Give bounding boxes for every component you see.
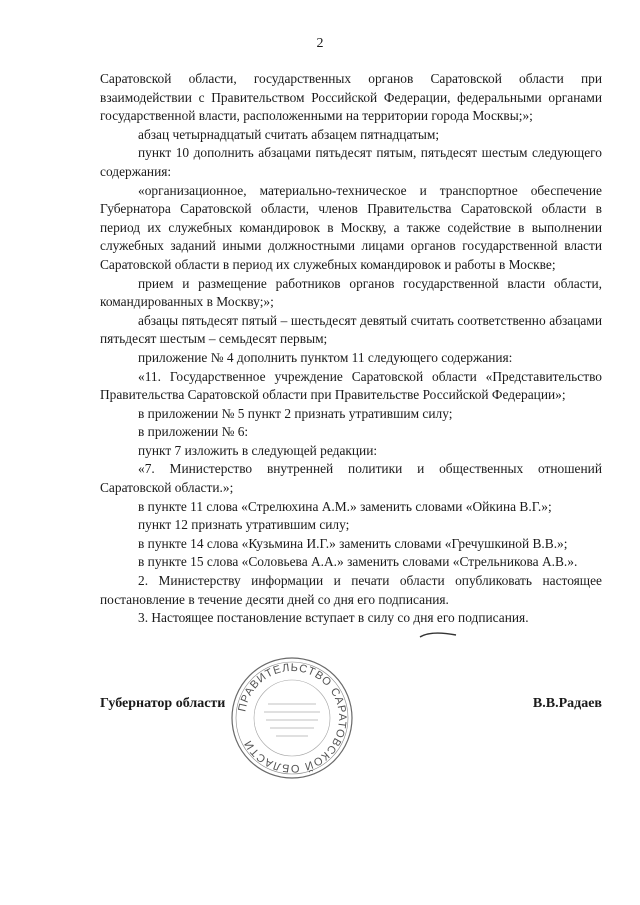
signatory-title: Губернатор области (100, 696, 226, 711)
paragraph: «11. Государственное учреждение Саратовской области «Представительство Правительства Саратовской области при Правительстве Российской Федерации»; (100, 368, 602, 403)
page-number: 2 (316, 36, 324, 51)
paragraph: в пункте 14 слова «Кузьмина И.Г.» заменить словами «Гречушкиной В.В.»; (138, 535, 568, 551)
official-seal-stamp (228, 654, 356, 782)
paragraph: Саратовской области, государственных органов Саратовской области при взаимодействии с Правительством Российской Федерации, федеральными органами государственной власти, расположенными на территории города Москвы;»; (100, 71, 602, 124)
paragraph: пункт 7 изложить в следующей редакции: (138, 442, 378, 458)
svg-text:ПРАВИТЕЛЬСТВО САРАТОВСКОЙ ОБЛА: ПРАВИТЕЛЬСТВО САРАТОВСКОЙ ОБЛАСТИ (236, 661, 349, 775)
paragraph: прием и размещение работников органов государственной власти области, командированных в Москву;»; (100, 275, 602, 310)
paragraph: абзацы пятьдесят пятый – шестьдесят девятый считать соответственно абзацами пятьдесят шестым – семьдесят первым; (100, 312, 602, 347)
document-body (100, 70, 602, 628)
paragraph: пункт 12 признать утратившим силу; (138, 517, 350, 533)
paragraph: «организационное, материально-техническое и транспортное обеспечение Губернатора Саратовской области, членов Правительства Саратовской области в период их служебных командировок в Москву, а также содействие в выполнении служебных заданий иными должностными лицами органов государственной власти Саратовской области в период их служебных командировок и работы в Москве; (100, 182, 602, 272)
paragraph: в приложении № 5 пункт 2 признать утратившим силу; (138, 405, 453, 421)
paragraph: в пункте 15 слова «Соловьева А.А.» заменить словами «Стрельникова А.В.». (138, 554, 578, 570)
paragraph: абзац четырнадцатый считать абзацем пятнадцатым; (138, 126, 440, 142)
paragraph: 2. Министерству информации и печати области опубликовать настоящее постановление в течение десяти дней со дня его подписания. (100, 573, 602, 607)
signatory-name: В.В.Радаев (532, 696, 602, 711)
paragraph: приложение № 4 дополнить пунктом 11 следующего содержания: (138, 349, 513, 365)
paragraph: пункт 10 дополнить абзацами пятьдесят пятым, пятьдесят шестым следующего содержания: (100, 145, 602, 179)
paragraph: в пункте 11 слова «Стрелюхина А.М.» заменить словами «Ойкина В.Г.»; (138, 498, 552, 514)
paragraph: 3. Настоящее постановление вступает в силу со дня его подписания. (138, 610, 529, 626)
paragraph: «7. Министерство внутренней политики и общественных отношений Саратовской области.»; (100, 461, 602, 496)
signature-mark (418, 630, 458, 640)
paragraph: в приложении № 6: (138, 424, 249, 440)
